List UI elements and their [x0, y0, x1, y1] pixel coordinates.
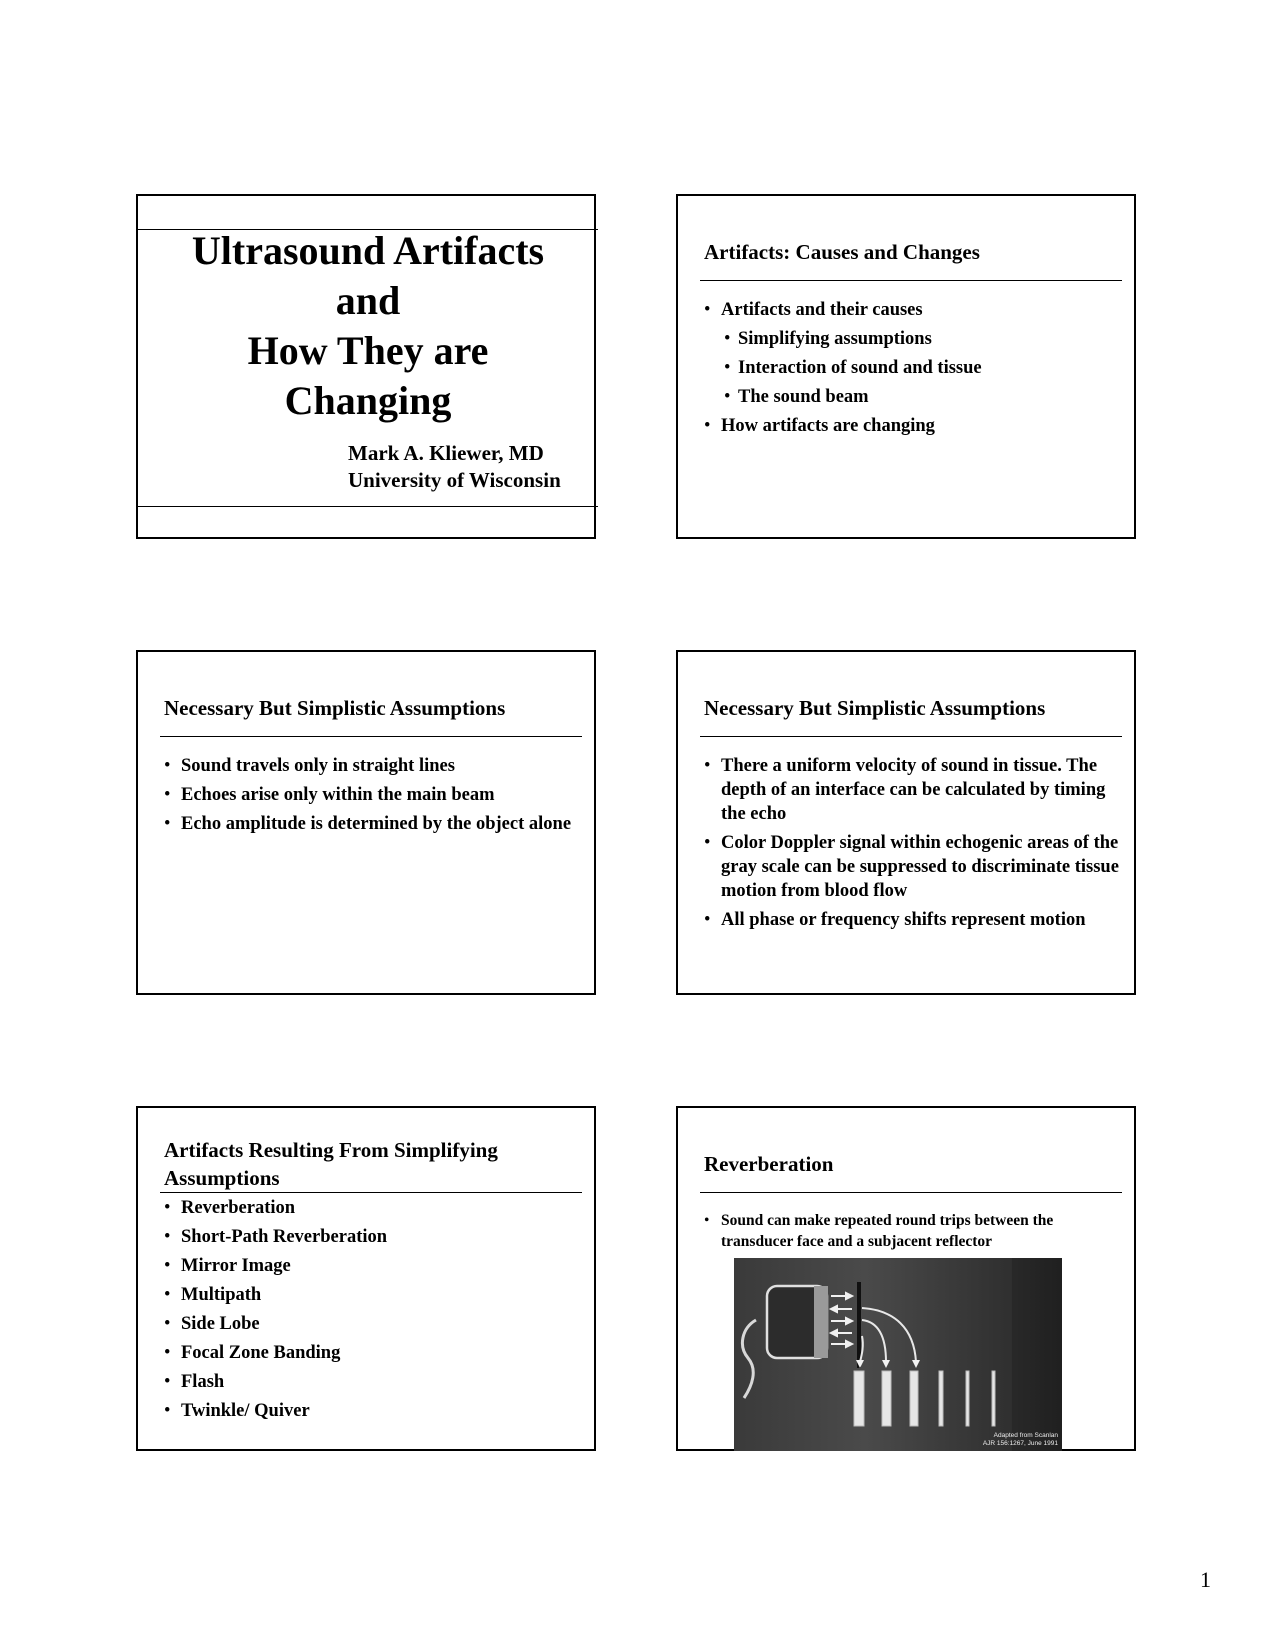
bullet-item: • Mirror Image: [164, 1254, 582, 1278]
bullet-item: • Multipath: [164, 1283, 582, 1307]
title-bottom-rule: [138, 506, 598, 507]
author-affiliation: University of Wisconsin: [348, 468, 561, 492]
slide-title-rule: [700, 280, 1122, 281]
bullet-list: [164, 754, 582, 841]
title-line: Ultrasound Artifacts: [191, 228, 545, 273]
reverberation-diagram-image: [734, 1258, 1062, 1451]
reflector-bar: [857, 1282, 861, 1368]
slide-assumptions-2: [676, 650, 1136, 995]
title-line: How They are: [247, 328, 489, 373]
bullet-item: • Short-Path Reverberation: [164, 1225, 582, 1249]
sub-bullet-item: • The sound beam: [724, 385, 1122, 409]
transducer-face: [814, 1286, 828, 1358]
reverberation-paths: [860, 1308, 916, 1362]
bullet-list: [704, 1210, 1122, 1257]
reverberation-path-arrowheads: [856, 1360, 920, 1368]
bullet-item: • Reverberation: [164, 1196, 582, 1220]
figure-credit-line: AJR 156:1267, June 1991: [982, 1440, 1058, 1447]
slide-title: [136, 194, 596, 539]
bullet-item: • Sound can make repeated round trips between the transducer face and a subjacent reflector: [704, 1210, 1122, 1252]
bullet-item: • Color Doppler signal within echogenic areas of the gray scale can be suppressed to discriminate tissue motion from blood flow: [704, 831, 1122, 903]
bullet-list: [704, 754, 1122, 937]
image-right-shadow: [1012, 1258, 1062, 1451]
bullet-item: • Twinkle/ Quiver: [164, 1399, 582, 1423]
bullet-item: • Flash: [164, 1370, 582, 1394]
author-name: Mark A. Kliewer, MD: [348, 441, 544, 465]
transducer-cable: [742, 1320, 756, 1398]
reverberation-echo-bars: [854, 1371, 995, 1426]
title-line: Changing: [284, 378, 452, 423]
slide-title-text: Artifacts: Causes and Changes: [704, 240, 980, 264]
bullet-item: • Echoes arise only within the main beam: [164, 783, 582, 807]
presentation-title: [138, 226, 598, 426]
bullet-item: • Echo amplitude is determined by the object alone: [164, 812, 582, 836]
figure-credit-line: Adapted from Scanlan: [993, 1432, 1058, 1439]
slide-title-rule: [160, 1192, 582, 1193]
bullet-item: • Focal Zone Banding: [164, 1341, 582, 1365]
bullet-item: • There a uniform velocity of sound in tissue. The depth of an interface can be calculated by timing the echo: [704, 754, 1122, 826]
sub-bullet-item: • Interaction of sound and tissue: [724, 356, 1122, 380]
slide-title-text: Artifacts Resulting From Simplifying Assumptions: [164, 1138, 498, 1190]
slide-causes-and-changes: [676, 194, 1136, 539]
bullet-item: • Artifacts and their causes: [704, 298, 1122, 322]
slide-title-text: Necessary But Simplistic Assumptions: [704, 696, 1046, 720]
bullet-item: • Side Lobe: [164, 1312, 582, 1336]
slide-title-rule: [160, 736, 582, 737]
title-line: and: [335, 278, 401, 323]
bullet-item: • All phase or frequency shifts represent motion: [704, 908, 1122, 932]
page-number: 1: [1200, 1567, 1211, 1592]
slide-title-text: Reverberation: [704, 1152, 834, 1176]
bullet-item: • How artifacts are changing: [704, 414, 1122, 438]
slide-assumptions-1: [136, 650, 596, 995]
slide-title-text: Necessary But Simplistic Assumptions: [164, 696, 506, 720]
slide-title-rule: [700, 1192, 1122, 1193]
echo-arrows: [831, 1293, 852, 1347]
author-block: [348, 440, 561, 494]
bullet-item: • Sound travels only in straight lines: [164, 754, 582, 778]
bullet-list: [704, 298, 1122, 443]
bullet-list: [164, 1196, 582, 1428]
figure-credit: [983, 1432, 1058, 1448]
slide-title-rule: [700, 736, 1122, 737]
reverberation-diagram: [734, 1258, 1062, 1451]
slide-reverberation: [676, 1106, 1136, 1451]
sub-bullet-item: • Simplifying assumptions: [724, 327, 1122, 351]
slide-artifacts-list: [136, 1106, 596, 1451]
